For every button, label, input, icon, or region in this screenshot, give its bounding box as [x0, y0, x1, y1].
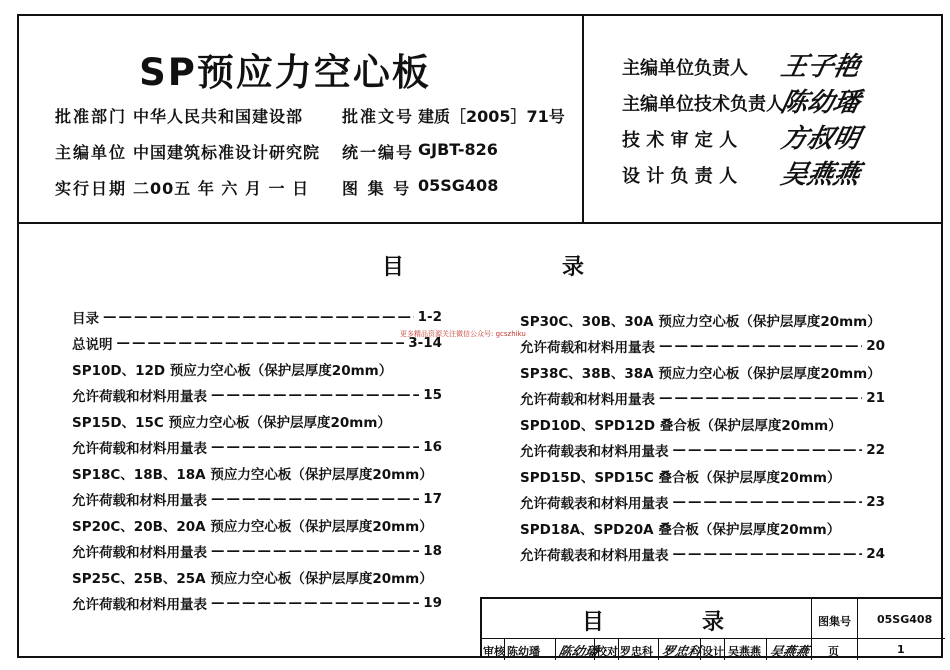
page-label: 页 [828, 645, 839, 658]
check-label: 校对 [596, 645, 618, 658]
toc-entry-page: 22 [866, 442, 885, 458]
signature-label: 技 术 审 定 人 [622, 130, 738, 151]
leader-dots [659, 390, 862, 406]
handwritten-signature: 王子艳 [778, 52, 863, 82]
effective-date-label: 实行日期 [55, 179, 128, 198]
title-block-vline [555, 639, 556, 660]
review-name: 陈幼璠 [507, 645, 540, 658]
toc-entry-text: 允许荷载和材料用量表 [520, 340, 655, 356]
unified-number-label: 统一编号 [342, 143, 415, 162]
toc-entry-text: SP38C、38B、38A 预应力空心板（保护层厚度20mm） [520, 366, 881, 382]
approval-dept-label: 批准部门 [55, 107, 128, 126]
toc-entry[interactable] [72, 538, 442, 564]
toc-entry[interactable] [520, 541, 885, 567]
toc-entry[interactable] [72, 434, 442, 460]
toc-right-column [520, 307, 885, 567]
signature-label: 主编单位负责人 [622, 58, 748, 79]
toc-entry-text: SP25C、25B、25A 预应力空心板（保护层厚度20mm） [72, 571, 433, 587]
title-block-vline [766, 639, 767, 660]
toc-entry-page: 16 [423, 439, 442, 455]
toc-entry[interactable] [520, 307, 885, 333]
toc-entry[interactable] [72, 304, 442, 330]
approval-dept-value: 中华人民共和国建设部 [133, 107, 304, 126]
toc-entry[interactable] [520, 515, 885, 541]
watermark-text: 更多精品资源关注微信公众号: gcszhiku [400, 330, 526, 338]
toc-entry-text: SPD15D、SPD15C 叠合板（保护层厚度20mm） [520, 470, 841, 486]
toc-entry[interactable] [72, 486, 442, 512]
signature-row [622, 84, 932, 118]
title-block-hline [482, 638, 945, 639]
toc-heading-right: 录 [562, 255, 585, 280]
toc-left-column [72, 304, 442, 616]
atlas-number-value: 05SG408 [418, 176, 499, 195]
approval-doc-label: 批准文号 [342, 107, 415, 126]
signature-row [622, 48, 932, 82]
title-block-vline [618, 639, 619, 660]
toc-entry-text: SPD18A、SPD20A 叠合板（保护层厚度20mm） [520, 522, 841, 538]
toc-entry[interactable] [520, 359, 885, 385]
review-signature: 陈幼璠 [556, 645, 600, 660]
toc-entry[interactable] [72, 564, 442, 590]
signature-label: 主编单位技术负责人 [622, 94, 784, 115]
toc-entry[interactable] [72, 590, 442, 616]
toc-entry-page: 3-14 [408, 335, 442, 351]
toc-entry-page: 23 [866, 494, 885, 510]
toc-entry-text: 允许荷载和材料用量表 [72, 441, 207, 457]
toc-entry[interactable] [520, 333, 885, 359]
title-block-vline [811, 599, 812, 660]
toc-entry[interactable] [72, 408, 442, 434]
toc-entry[interactable] [72, 460, 442, 486]
toc-entry[interactable] [72, 382, 442, 408]
toc-entry-text: SP20C、20B、20A 预应力空心板（保护层厚度20mm） [72, 519, 433, 535]
toc-entry-text: SP10D、12D 预应力空心板（保护层厚度20mm） [72, 363, 393, 379]
toc-entry-page: 17 [423, 491, 442, 507]
review-label: 审核 [483, 645, 505, 658]
leader-dots [117, 335, 405, 351]
leader-dots [673, 494, 863, 510]
toc-entry-text: SP30C、30B、30A 预应力空心板（保护层厚度20mm） [520, 314, 881, 330]
leader-dots [211, 439, 419, 455]
toc-entry-text: 总说明 [72, 337, 113, 353]
toc-entry-page: 24 [866, 546, 885, 562]
editor-unit-label: 主编单位 [55, 143, 128, 162]
design-signature: 吴燕燕 [767, 645, 811, 660]
signature-label: 设 计 负 责 人 [622, 166, 738, 187]
leader-dots [211, 491, 419, 507]
toc-entry-text: 允许荷载表和材料用量表 [520, 496, 669, 512]
atlas-value: 05SG408 [877, 613, 933, 626]
toc-entry-text: 目录 [72, 311, 99, 327]
toc-entry-page: 21 [866, 390, 885, 406]
toc-entry[interactable] [72, 330, 442, 356]
unified-number-value: GJBT-826 [418, 140, 498, 159]
editor-unit-value: 中国建筑标准设计研究院 [133, 143, 321, 162]
leader-dots [673, 546, 863, 562]
toc-entry[interactable] [520, 437, 885, 463]
toc-entry-text: 允许荷载和材料用量表 [72, 597, 207, 613]
toc-entry[interactable] [520, 463, 885, 489]
toc-entry-text: 允许荷载和材料用量表 [520, 392, 655, 408]
toc-entry-text: 允许荷载表和材料用量表 [520, 444, 669, 460]
header-vertical-divider [582, 14, 584, 224]
atlas-label: 图集号 [818, 615, 851, 628]
toc-entry-text: 允许荷载和材料用量表 [72, 545, 207, 561]
leader-dots [673, 442, 863, 458]
check-signature: 罗忠科 [659, 645, 703, 660]
toc-entry[interactable] [72, 356, 442, 382]
toc-entry-page: 18 [423, 543, 442, 559]
toc-entry[interactable] [72, 512, 442, 538]
toc-entry-text: 允许荷载和材料用量表 [72, 389, 207, 405]
title-block-title-left: 目 [582, 610, 605, 635]
title-block-vline [857, 599, 858, 660]
signature-row [622, 156, 932, 190]
toc-entry[interactable] [520, 385, 885, 411]
title-block [480, 597, 943, 658]
leader-dots [211, 595, 419, 611]
approval-doc-value: 建质［2005］71号 [418, 107, 565, 126]
toc-entry-text: 允许荷载和材料用量表 [72, 493, 207, 509]
signature-row [622, 120, 932, 154]
header-horizontal-divider [17, 222, 943, 224]
title-block-vline [724, 639, 725, 660]
toc-entry[interactable] [520, 411, 885, 437]
handwritten-signature: 陈幼璠 [778, 88, 863, 118]
page-value: 1 [897, 643, 905, 656]
check-name: 罗忠科 [620, 645, 653, 658]
toc-entry-text: SP18C、18B、18A 预应力空心板（保护层厚度20mm） [72, 467, 433, 483]
handwritten-signature: 方叔明 [778, 124, 863, 154]
leader-dots [211, 387, 419, 403]
toc-entry-page: 1-2 [417, 309, 442, 325]
toc-entry-text: 允许荷载表和材料用量表 [520, 548, 669, 564]
leader-dots [659, 338, 862, 354]
atlas-number-label: 图 集 号 [342, 179, 412, 198]
toc-heading-left: 目 [382, 255, 405, 280]
effective-date-value: 二00五 年 六 月 一 日 [133, 179, 310, 198]
page-title: SP预应力空心板 [139, 51, 431, 94]
toc-entry-page: 15 [423, 387, 442, 403]
leader-dots [103, 309, 414, 325]
title-block-title-right: 录 [702, 610, 725, 635]
handwritten-signature: 吴燕燕 [778, 160, 863, 190]
toc-entry[interactable] [520, 489, 885, 515]
toc-entry-page: 19 [423, 595, 442, 611]
design-name: 吴燕燕 [728, 645, 761, 658]
design-label: 设计 [702, 645, 724, 658]
toc-entry-text: SP15D、15C 预应力空心板（保护层厚度20mm） [72, 415, 391, 431]
title-block-vline [658, 639, 659, 660]
toc-entry-text: SPD10D、SPD12D 叠合板（保护层厚度20mm） [520, 418, 842, 434]
toc-entry-page: 20 [866, 338, 885, 354]
leader-dots [211, 543, 419, 559]
